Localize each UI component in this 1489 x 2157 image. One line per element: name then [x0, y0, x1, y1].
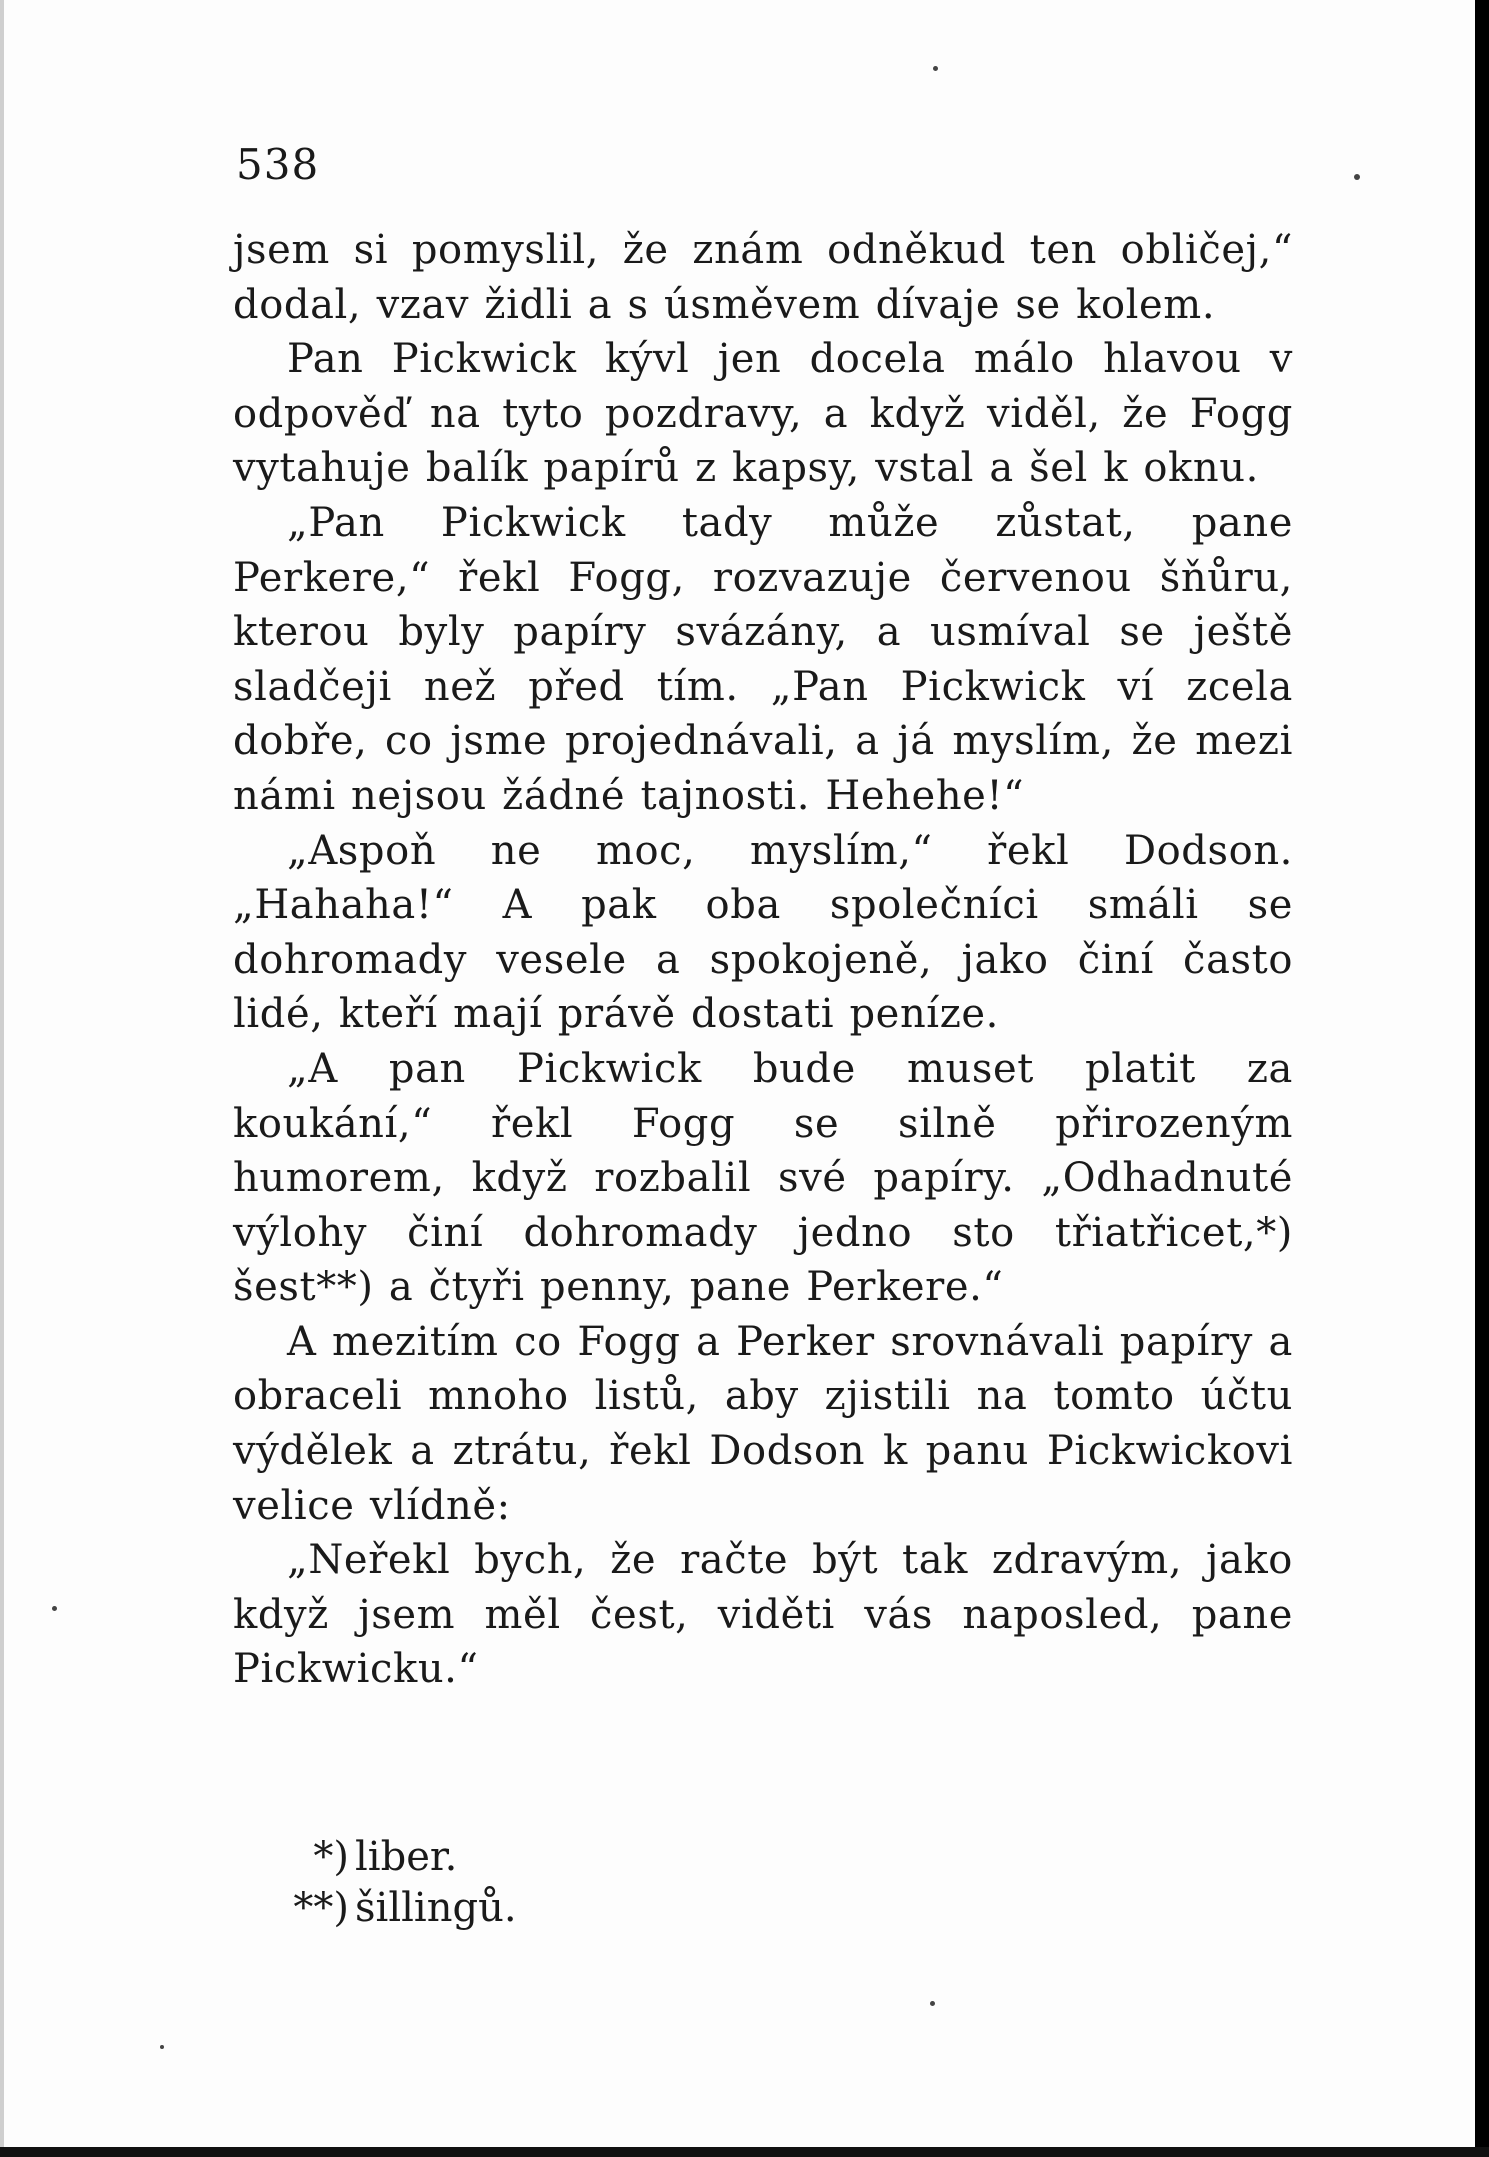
body-text — [233, 223, 1293, 1697]
scan-right-border — [1475, 0, 1489, 2157]
paragraph: jsem si pomyslil, že znám odněkud ten obličej,“ dodal, vzav židli a s úsměvem dívaje se kolem. — [233, 227, 1293, 328]
paragraph: „Aspoň ne moc, myslím,“ řekl Dodson. „Hahaha!“ A pak oba společníci smáli se dohromady vesele a spokojeně, jako činí často lidé, kteří mají právě dostati peníze. — [233, 827, 1293, 1038]
scan-speck — [933, 66, 938, 71]
footnote-text: šillingů. — [355, 1885, 517, 1931]
scan-speck — [930, 2001, 935, 2006]
page-left-edge — [0, 0, 4, 2157]
paragraph: „A pan Pickwick bude muset platit za koukání,“ řekl Fogg se silně přirozeným humorem, když rozbalil své papíry. „Odhadnuté výlohy činí dohromady jedno sto třiatřicet,*) šest**) a čtyři penny, pane Perkere.“ — [233, 1045, 1293, 1311]
footnote — [287, 1832, 517, 1883]
footnote-mark: **) — [293, 1885, 349, 1931]
scan-speck — [1354, 174, 1360, 180]
paragraph: Pan Pickwick kývl jen docela málo hlavou v odpověď na tyto pozdravy, a když viděl, že Fogg vytahuje balík papírů z kapsy, vstal a šel k oknu. — [233, 336, 1293, 492]
page-number: 538 — [236, 140, 320, 189]
paragraph: „Pan Pickwick tady může zůstat, pane Perkere,“ řekl Fogg, rozvazuje červenou šňůru, kterou byly papíry svázány, a usmíval se ještě sladčeji než před tím. „Pan Pickwick ví zcela dobře, co jsme projednávali, a já myslím, že mezi námi nejsou žádné tajnosti. Hehehe!“ — [233, 499, 1293, 819]
scan-speck — [160, 2045, 164, 2049]
footnote-text: liber. — [355, 1834, 458, 1880]
paragraph: A mezitím co Fogg a Perker srovnávali papíry a obraceli mnoho listů, aby zjistili na tomto účtu výdělek a ztrátu, řekl Dodson k panu Pickwickovi velice vlídně: — [233, 1318, 1293, 1529]
scan-bottom-border — [0, 2147, 1489, 2157]
footnotes — [287, 1832, 517, 1934]
footnote — [287, 1883, 517, 1934]
scan-speck — [52, 1606, 57, 1611]
footnote-mark: *) — [313, 1834, 349, 1880]
paragraph: „Neřekl bych, že račte být tak zdravým, jako když jsem měl čest, viděti vás naposled, pane Pickwicku.“ — [233, 1537, 1293, 1693]
